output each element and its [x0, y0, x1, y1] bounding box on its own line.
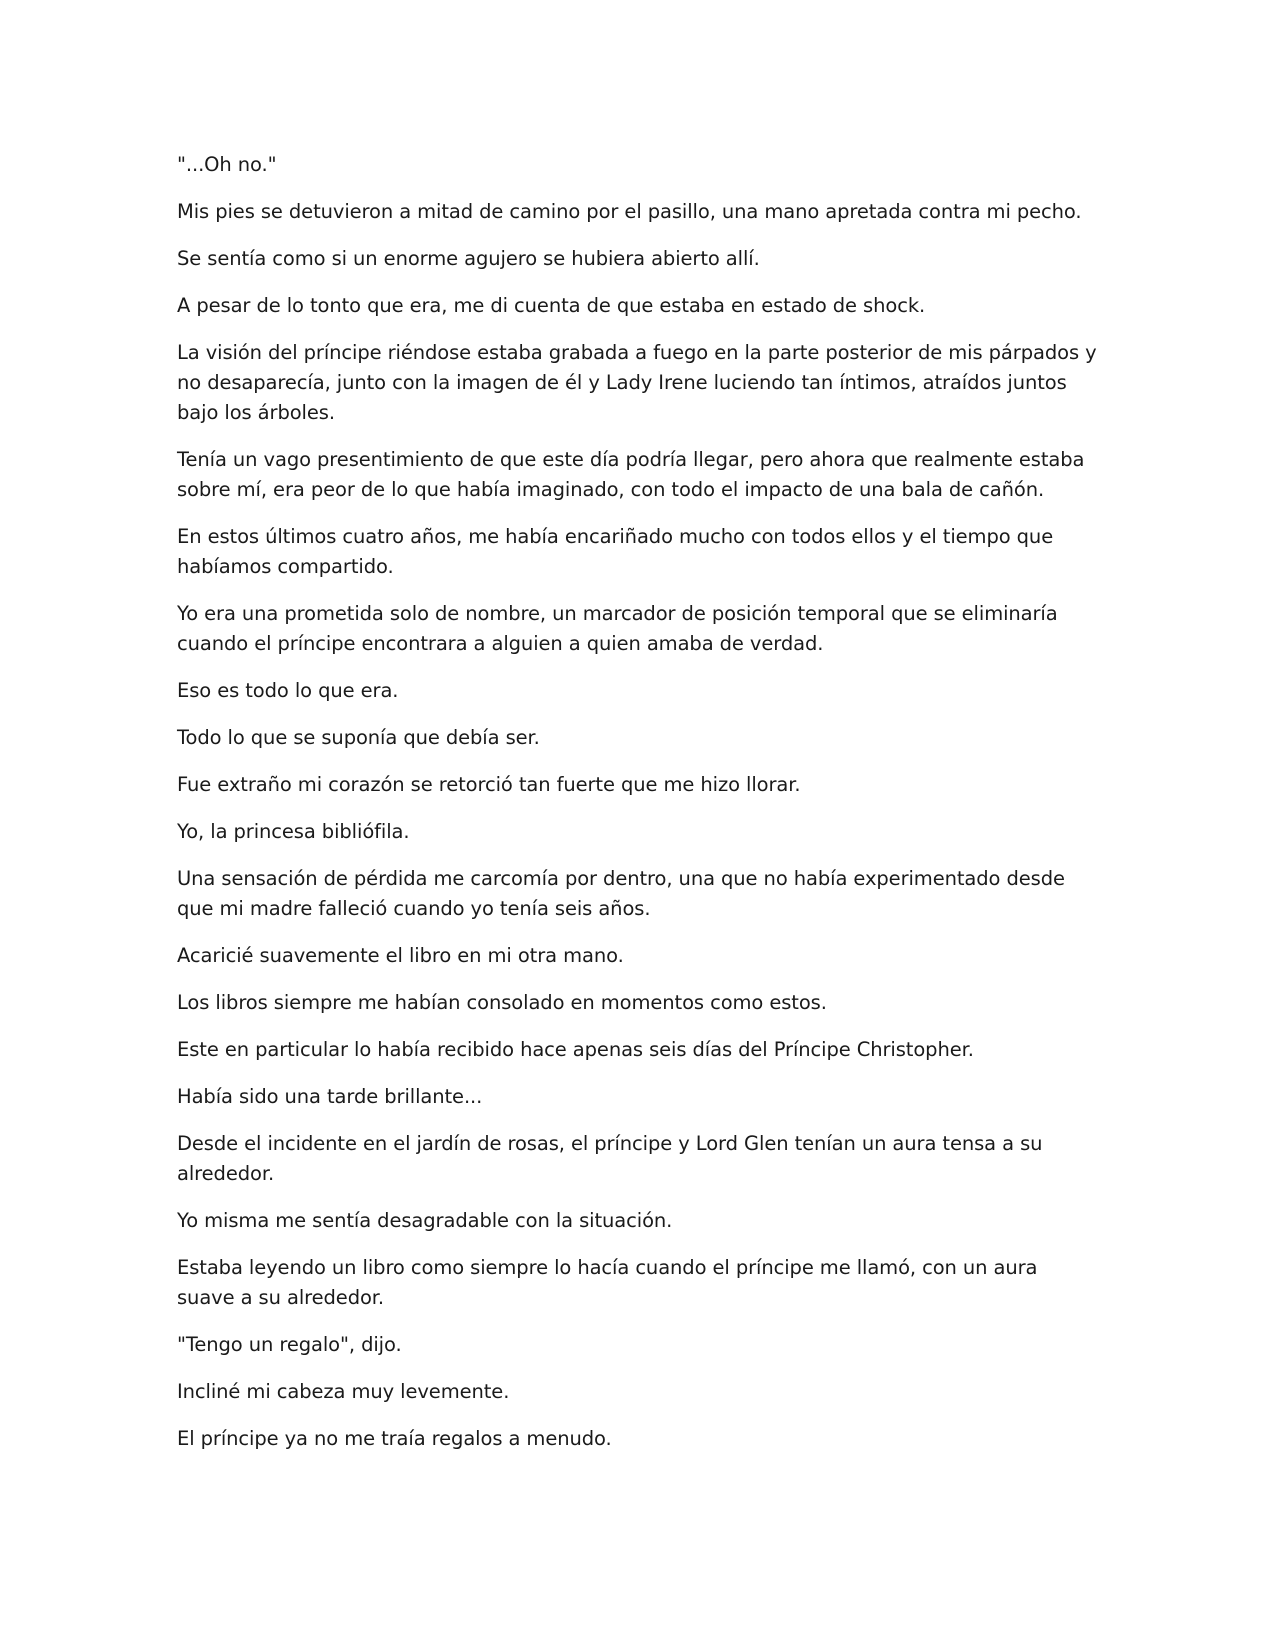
paragraph: Los libros siempre me habían consolado en momentos como estos. — [177, 991, 827, 1014]
paragraph: Tenía un vago presentimiento de que este día podría llegar, pero ahora que realmente estaba sobre mí, era peor de lo que había imaginado, con todo el impacto de una bala de cañón. — [177, 448, 1085, 501]
paragraph: La visión del príncipe riéndose estaba grabada a fuego en la parte posterior de mis párpados y no desaparecía, junto con la imagen de él y Lady Irene luciendo tan íntimos, atraídos juntos bajo los árboles. — [177, 341, 1097, 424]
paragraph: Había sido una tarde brillante... — [177, 1085, 483, 1108]
paragraph: Estaba leyendo un libro como siempre lo hacía cuando el príncipe me llamó, con un aura suave a su alrededor. — [177, 1256, 1038, 1309]
paragraph: "Tengo un regalo", dijo. — [177, 1333, 402, 1356]
document-body — [177, 150, 1097, 1471]
paragraph: Yo, la princesa bibliófila. — [177, 820, 410, 843]
paragraph: Una sensación de pérdida me carcomía por dentro, una que no había experimentado desde que mi madre falleció cuando yo tenía seis años. — [177, 867, 1065, 920]
paragraph: Desde el incidente en el jardín de rosas, el príncipe y Lord Glen tenían un aura tensa a su alrededor. — [177, 1132, 1043, 1185]
paragraph: "...Oh no." — [177, 153, 277, 176]
paragraph: El príncipe ya no me traía regalos a menudo. — [177, 1427, 612, 1450]
paragraph: Acaricié suavemente el libro en mi otra mano. — [177, 944, 624, 967]
paragraph: Incliné mi cabeza muy levemente. — [177, 1380, 510, 1403]
paragraph: Yo misma me sentía desagradable con la situación. — [177, 1209, 673, 1232]
paragraph: Yo era una prometida solo de nombre, un marcador de posición temporal que se eliminaría cuando el príncipe encontrara a alguien a quien amaba de verdad. — [177, 602, 1058, 655]
paragraph: Eso es todo lo que era. — [177, 679, 399, 702]
paragraph: Fue extraño mi corazón se retorció tan fuerte que me hizo llorar. — [177, 773, 801, 796]
paragraph: A pesar de lo tonto que era, me di cuenta de que estaba en estado de shock. — [177, 294, 926, 317]
paragraph: Se sentía como si un enorme agujero se hubiera abierto allí. — [177, 247, 760, 270]
paragraph: Mis pies se detuvieron a mitad de camino por el pasillo, una mano apretada contra mi pecho. — [177, 200, 1082, 223]
paragraph: Todo lo que se suponía que debía ser. — [177, 726, 540, 749]
paragraph: Este en particular lo había recibido hace apenas seis días del Príncipe Christopher. — [177, 1038, 974, 1061]
paragraph: En estos últimos cuatro años, me había encariñado mucho con todos ellos y el tiempo que habíamos compartido. — [177, 525, 1054, 578]
